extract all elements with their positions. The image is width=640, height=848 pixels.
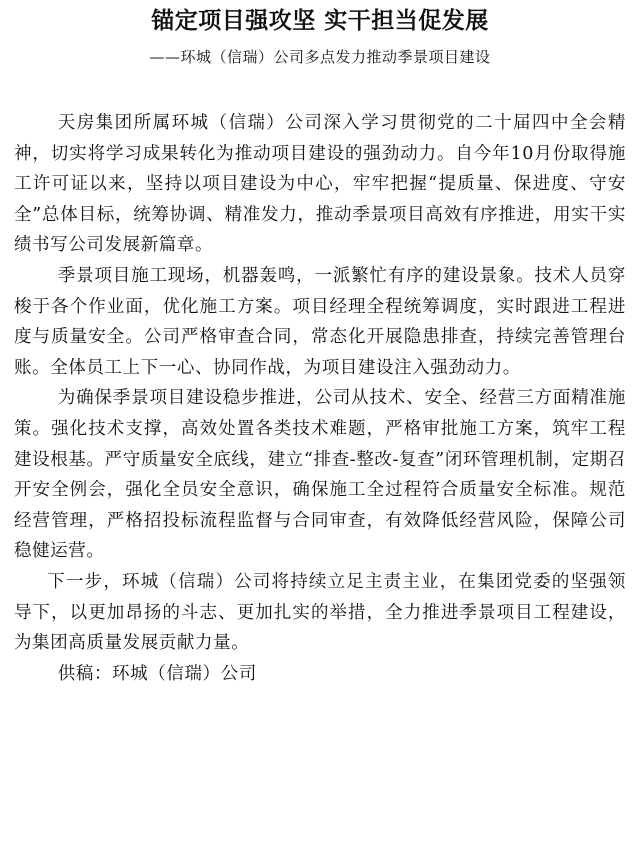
paragraph-3: 为确保季景项目建设稳步推进，公司从技术、安全、经营三方面精准施策。强化技术支撑，高效处置各类技术难题，严格审批施工方案，筑牢工程建设根基。严守质量安全底线，建立“排查-整改-复查”闭环管理机制，定期召开安全例会，强化全员安全意识，确保施工全过程符合质量安全标准。规范经营管理，严格招投标流程监督与合同审查，有效降低经营风险，保障公司稳健运营。 <box>14 388 626 562</box>
article-title: 锚定项目强攻坚 实干担当促发展 <box>151 8 489 34</box>
paragraph-1: 天房集团所属环城（信瑞）公司深入学习贯彻党的二十届四中全会精神，切实将学习成果转化为推动项目建设的强劲动力。自今年10月份取得施工许可证以来，坚持以项目建设为中心，牢牢把握“提质量、保进度、守安全”总体目标，统筹协调、精准发力，推动季景项目高效有序推进，用实干实绩书写公司发展新篇章。 <box>14 113 626 256</box>
article-subtitle: ——环城（信瑞）公司多点发力推动季景项目建设 <box>149 48 491 66</box>
paragraph-2: 季景项目施工现场，机器轰鸣，一派繁忙有序的建设景象。技术人员穿梭于各个作业面，优化施工方案。项目经理全程统筹调度，实时跟进工程进度与质量安全。公司严格审查合同，常态化开展隐患排查，持续完善管理台账。全体员工上下一心、协同作战，为项目建设注入强劲动力。 <box>14 265 626 378</box>
article-source: 供稿：环城（信瑞）公司 <box>57 663 257 684</box>
paragraph-4: 下一步，环城（信瑞）公司将持续立足主责主业，在集团党委的坚强领导下，以更加昂扬的斗志、更加扎实的举措，全力推进季景项目工程建设，为集团高质量发展贡献力量。 <box>14 571 626 654</box>
article-body <box>14 108 626 689</box>
